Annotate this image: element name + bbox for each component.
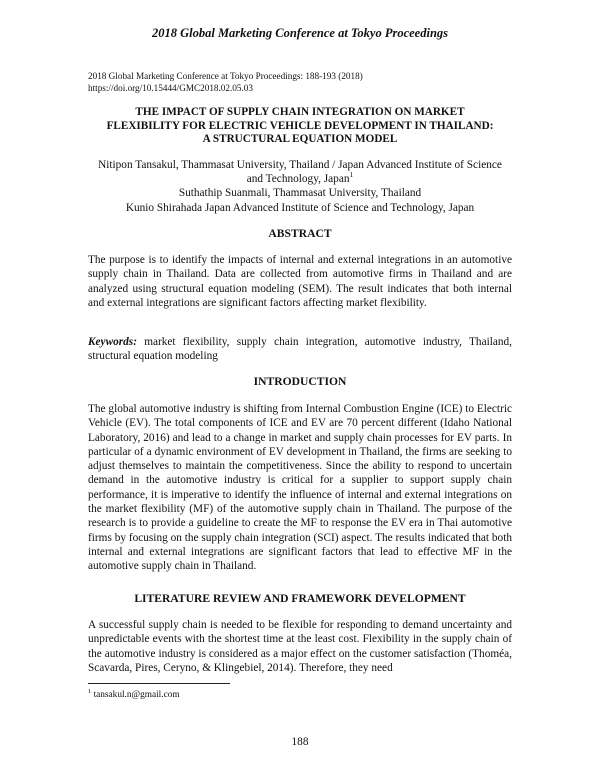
doi-link[interactable]: https://doi.org/10.15444/GMC2018.02.05.03 xyxy=(88,82,253,93)
abstract-heading: ABSTRACT xyxy=(268,227,332,240)
footnote-email[interactable]: tansakul.n@gmail.com xyxy=(93,690,180,700)
footnote-marker[interactable]: 1 xyxy=(349,170,354,180)
keywords-text: market flexibility, supply chain integration, automotive industry, Thailand, structural equation modeling xyxy=(88,336,512,363)
author-block xyxy=(88,158,512,215)
author-1-affiliation-line-2 xyxy=(88,172,512,186)
abstract-text: The purpose is to identify the impacts of internal and external integrations in an automotive supply chain in Thailand. Data are collected from automotive firms in Thailand and are analyzed using structural equation modeling (SEM). The result indicates that both internal and external integrations are significant factors affecting market flexibility. xyxy=(88,254,512,309)
citation-line: 2018 Global Marketing Conference at Tokyo Proceedings: 188-193 (2018) xyxy=(88,71,363,81)
paper-title xyxy=(88,106,512,147)
author-1-affiliation-text: and Technology, Japan xyxy=(246,173,350,186)
citation-block xyxy=(88,71,518,94)
author-2-affiliation: Suthathip Suanmali, Thammasat University, Thailand xyxy=(178,187,422,200)
literature-review-heading: LITERATURE REVIEW AND FRAMEWORK DEVELOPMENT xyxy=(134,592,466,605)
title-line-3: A STRUCTURAL EQUATION MODEL xyxy=(202,133,398,145)
author-3-affiliation: Kunio Shirahada Japan Advanced Institute of Science and Technology, Japan xyxy=(125,201,475,214)
page-number: 188 xyxy=(291,736,309,748)
author-1-affiliation-line-1: Nitipon Tansakul, Thammasat University, Thailand / Japan Advanced Institute of Science xyxy=(98,159,502,171)
footnote-number: 1 xyxy=(88,687,92,695)
title-line-2: FLEXIBILITY FOR ELECTRIC VEHICLE DEVELOPMENT IN THAILAND: xyxy=(106,119,494,132)
title-line-1: THE IMPACT OF SUPPLY CHAIN INTEGRATION ON MARKET xyxy=(135,106,465,118)
keywords-label: Keywords: xyxy=(88,336,137,348)
running-head: 2018 Global Marketing Conference at Tokyo Proceedings xyxy=(151,26,449,40)
footnote-divider xyxy=(88,683,230,684)
introduction-heading: INTRODUCTION xyxy=(253,375,347,388)
keywords xyxy=(88,335,512,364)
literature-review-text: A successful supply chain is needed to be flexible for responding to demand uncertainty and unpredictable events with the shortest time at the least cost. Flexibility in the supply chain of the automotive industry is considered as a major effect on the customer satisfaction (Thoméa, Scavarda, Pires, Ceryno, & Klingebiel, 2014). Therefore, they need xyxy=(88,619,512,674)
introduction-text: The global automotive industry is shifting from Internal Combustion Engine (ICE) to Electric Vehicle (EV). The total components of ICE and EV are 70 percent different (Idaho National Laboratory, 2016) and lead to a change in market and supply chain processes for EV parts. In particular of a dynamic environment of EV development in Thailand, the firms are seeking to adjust themselves to maintain the competitiveness. Since the ability to respond to uncertain demand in the automotive industry is critical for a supplier to support supply chain performance, it is imperative to identify the influence of internal and external integrations on the market flexibility (MF) of the automotive supply chain in Thailand. The purpose of the research is to provide a guideline to create the MF to response the EV era in Thai automotive firms by focusing on the supply chain integration (SCI) aspect. The results indicated that both internal and external integrations are significant factors that lead to effective MF in the automotive supply chain in Thailand. xyxy=(88,403,512,573)
footnote xyxy=(88,687,180,700)
